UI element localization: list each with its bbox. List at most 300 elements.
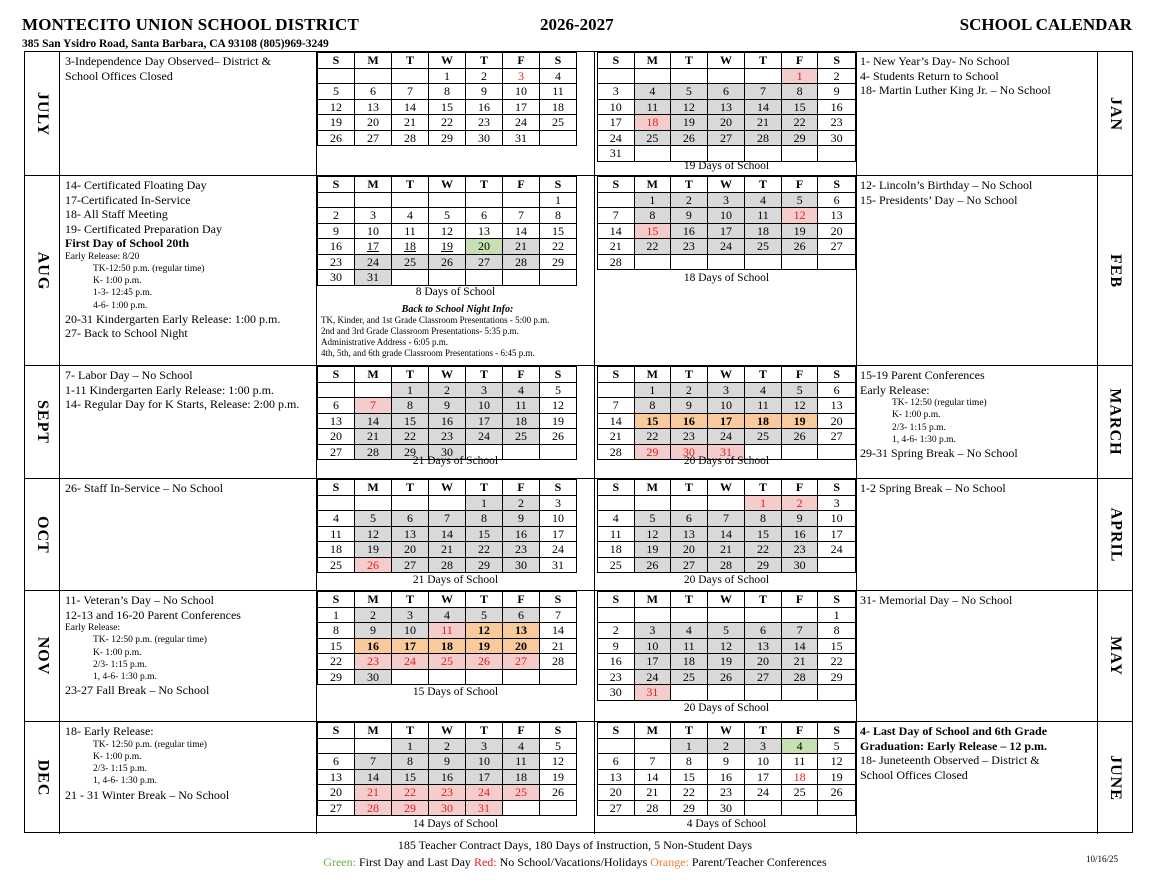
bts-line: Administrative Address - 6:05 p.m. xyxy=(321,337,448,347)
day-cell: 26 xyxy=(707,669,745,685)
day-cell: 2 xyxy=(318,208,355,224)
weekday-header-row xyxy=(318,723,577,739)
day-cell: 3 xyxy=(503,68,540,84)
day-cell: 3 xyxy=(466,382,503,398)
day-cell: 19 xyxy=(781,413,818,429)
week-row xyxy=(318,511,577,527)
weekday-header-row xyxy=(318,592,577,608)
day-cell: 10 xyxy=(745,754,782,770)
day-cell: 24 xyxy=(355,254,392,270)
day-cell: 6 xyxy=(503,607,540,623)
note-line: 2/3- 1:15 p.m. xyxy=(892,422,946,433)
calendar-title: SCHOOL CALENDAR xyxy=(959,15,1132,34)
weekday-header: T xyxy=(466,592,503,608)
weekday-header: S xyxy=(818,480,856,496)
note-line: 2/3- 1:15 p.m. xyxy=(93,764,147,775)
day-cell: 5 xyxy=(781,192,818,208)
day-cell: 12 xyxy=(466,623,503,639)
empty-day-cell xyxy=(671,254,708,270)
day-cell: 10 xyxy=(355,223,392,239)
note-line: K- 1:00 p.m. xyxy=(93,276,142,287)
month-label-right xyxy=(1097,52,1132,175)
month-table xyxy=(317,176,577,286)
day-cell: 18 xyxy=(429,638,466,654)
day-cell: 9 xyxy=(466,84,503,100)
empty-day-cell xyxy=(540,669,577,685)
day-cell: 16 xyxy=(355,638,392,654)
day-cell: 25 xyxy=(598,557,635,573)
week-row xyxy=(598,769,856,785)
weekday-header: S xyxy=(318,177,355,193)
day-cell: 13 xyxy=(466,223,503,239)
day-cell: 12 xyxy=(671,99,708,115)
month-row xyxy=(25,591,1132,722)
day-cell: 25 xyxy=(503,785,540,801)
day-cell: 15 xyxy=(781,99,818,115)
day-cell: 4 xyxy=(392,208,429,224)
day-cell: 28 xyxy=(781,669,818,685)
day-cell: 15 xyxy=(745,526,782,542)
day-cell: 22 xyxy=(745,542,782,558)
day-cell: 18 xyxy=(671,654,708,670)
left-month-notes xyxy=(59,52,317,175)
empty-day-cell xyxy=(745,68,782,84)
week-row xyxy=(318,115,577,131)
day-cell: 18 xyxy=(503,413,540,429)
week-row xyxy=(318,495,577,511)
day-cell: 1 xyxy=(318,607,355,623)
week-row xyxy=(318,413,577,429)
day-cell: 15 xyxy=(429,99,466,115)
note-line: 23-27 Fall Break – No School xyxy=(65,683,210,698)
left-month-calendar-july xyxy=(317,52,595,175)
week-row xyxy=(318,623,577,639)
empty-day-cell xyxy=(671,685,708,701)
day-cell: 17 xyxy=(392,638,429,654)
day-cell: 25 xyxy=(745,239,782,255)
day-cell: 14 xyxy=(503,223,540,239)
day-cell: 3 xyxy=(466,738,503,754)
week-row xyxy=(318,526,577,542)
week-row xyxy=(318,542,577,558)
day-cell: 18 xyxy=(392,239,429,255)
day-cell: 15 xyxy=(634,223,671,239)
day-cell: 16 xyxy=(818,99,856,115)
empty-day-cell xyxy=(392,270,429,286)
days-of-school-label: 8 Days of School xyxy=(415,286,496,298)
month-table xyxy=(597,479,856,573)
empty-day-cell xyxy=(429,495,466,511)
day-cell: 26 xyxy=(540,785,577,801)
bts-line: 4th, 5th, and 6th grade Classroom Presentations - 6:45 p.m. xyxy=(321,348,535,358)
empty-day-cell xyxy=(634,68,671,84)
note-line: 18- Early Release: xyxy=(65,724,154,738)
week-row xyxy=(318,607,577,623)
day-cell: 6 xyxy=(355,84,392,100)
day-cell: 1 xyxy=(634,382,671,398)
note-line: 4-6- 1:00 p.m. xyxy=(93,300,148,311)
week-row xyxy=(318,654,577,670)
week-row xyxy=(318,800,577,816)
empty-day-cell xyxy=(318,382,355,398)
month-label-left xyxy=(25,366,60,478)
day-cell: 27 xyxy=(392,557,429,573)
day-cell: 24 xyxy=(503,115,540,131)
day-cell: 17 xyxy=(707,413,745,429)
day-cell: 7 xyxy=(355,754,392,770)
day-cell: 5 xyxy=(707,623,745,639)
day-cell: 4 xyxy=(745,192,782,208)
day-cell: 2 xyxy=(671,192,708,208)
day-cell: 29 xyxy=(392,800,429,816)
empty-day-cell xyxy=(540,800,577,816)
day-cell: 24 xyxy=(466,429,503,445)
day-cell: 27 xyxy=(745,669,782,685)
day-cell: 20 xyxy=(707,115,745,131)
empty-day-cell xyxy=(781,685,818,701)
weekday-header: S xyxy=(598,723,635,739)
day-cell: 14 xyxy=(429,526,466,542)
day-cell: 23 xyxy=(598,669,635,685)
empty-day-cell xyxy=(818,685,856,701)
week-row xyxy=(598,429,856,445)
empty-day-cell xyxy=(318,68,355,84)
day-cell: 18 xyxy=(540,99,577,115)
week-row xyxy=(318,769,577,785)
week-row xyxy=(598,800,856,816)
empty-day-cell xyxy=(392,669,429,685)
weekday-header: T xyxy=(392,177,429,193)
day-cell: 3 xyxy=(707,382,745,398)
week-row xyxy=(598,192,856,208)
week-row xyxy=(318,557,577,573)
month-row xyxy=(25,722,1132,834)
day-cell: 28 xyxy=(392,130,429,146)
day-cell: 13 xyxy=(818,398,856,414)
week-row xyxy=(318,638,577,654)
note-line: Early Release: xyxy=(65,623,121,633)
day-cell: 11 xyxy=(318,526,355,542)
weekday-header: T xyxy=(745,723,782,739)
day-cell: 6 xyxy=(707,84,745,100)
day-cell: 9 xyxy=(429,754,466,770)
day-cell: 25 xyxy=(503,429,540,445)
day-cell: 30 xyxy=(781,557,818,573)
day-cell: 1 xyxy=(781,68,818,84)
day-cell: 28 xyxy=(745,130,782,146)
day-cell: 11 xyxy=(634,99,671,115)
day-cell: 9 xyxy=(671,398,708,414)
right-month-notes xyxy=(857,176,1095,365)
month-name: MAY xyxy=(1107,636,1124,676)
weekday-header: T xyxy=(392,480,429,496)
month-label-right xyxy=(1097,366,1132,478)
day-cell: 16 xyxy=(429,413,466,429)
weekday-header: M xyxy=(355,480,392,496)
day-cell: 17 xyxy=(355,239,392,255)
month-name: JAN xyxy=(1107,96,1125,131)
left-month-notes xyxy=(59,176,317,365)
day-cell: 20 xyxy=(355,115,392,131)
day-cell: 1 xyxy=(818,607,856,623)
week-row xyxy=(318,738,577,754)
day-cell: 20 xyxy=(466,239,503,255)
note-line: 1, 4-6- 1:30 p.m. xyxy=(93,672,157,683)
day-cell: 18 xyxy=(781,769,818,785)
day-cell: 4 xyxy=(318,511,355,527)
note-line: TK- 12:50 p.m. (regular time) xyxy=(93,635,207,646)
day-cell: 14 xyxy=(355,769,392,785)
week-row xyxy=(598,542,856,558)
day-cell: 7 xyxy=(745,84,782,100)
day-cell: 5 xyxy=(466,607,503,623)
left-month-notes xyxy=(59,479,317,590)
week-row xyxy=(598,669,856,685)
day-cell: 21 xyxy=(598,429,635,445)
empty-day-cell xyxy=(598,382,635,398)
empty-day-cell xyxy=(634,254,671,270)
day-cell: 17 xyxy=(540,526,577,542)
week-row xyxy=(598,526,856,542)
month-label-right xyxy=(1097,722,1132,834)
day-cell: 14 xyxy=(781,638,818,654)
day-cell: 1 xyxy=(392,382,429,398)
note-line: TK- 12:50 p.m. (regular time) xyxy=(93,739,207,750)
weekday-header: T xyxy=(466,177,503,193)
district-name: MONTECITO UNION SCHOOL DISTRICT xyxy=(22,15,359,34)
empty-day-cell xyxy=(707,68,745,84)
week-row xyxy=(318,192,577,208)
empty-day-cell xyxy=(818,254,856,270)
day-cell: 1 xyxy=(429,68,466,84)
day-cell: 11 xyxy=(429,623,466,639)
empty-day-cell xyxy=(503,669,540,685)
week-row xyxy=(318,84,577,100)
note-line: TK-12:50 p.m. (regular time) xyxy=(93,263,205,274)
empty-day-cell xyxy=(392,192,429,208)
week-row xyxy=(318,239,577,255)
month-name: SEPT xyxy=(34,399,52,445)
day-cell: 18 xyxy=(503,769,540,785)
note-line: 3-Independence Day Observed– District & xyxy=(65,54,271,68)
note-line: K- 1:00 p.m. xyxy=(892,410,941,421)
weekday-header: T xyxy=(745,177,782,193)
day-cell: 21 xyxy=(707,542,745,558)
note-line: 1, 4-6- 1:30 p.m. xyxy=(892,434,956,445)
week-row xyxy=(598,84,856,100)
day-cell: 1 xyxy=(671,738,708,754)
day-cell: 10 xyxy=(818,511,856,527)
day-cell: 27 xyxy=(466,254,503,270)
day-cell: 24 xyxy=(707,239,745,255)
weekday-header: S xyxy=(540,723,577,739)
empty-day-cell xyxy=(318,192,355,208)
day-cell: 4 xyxy=(540,68,577,84)
empty-day-cell xyxy=(781,146,818,162)
day-cell: 19 xyxy=(429,239,466,255)
weekday-header: T xyxy=(671,723,708,739)
day-cell: 12 xyxy=(818,754,856,770)
day-cell: 24 xyxy=(634,669,671,685)
week-row xyxy=(598,607,856,623)
month-table xyxy=(317,366,577,460)
note-line: 1, 4-6- 1:30 p.m. xyxy=(93,776,157,787)
empty-day-cell xyxy=(707,495,745,511)
day-cell: 22 xyxy=(818,654,856,670)
day-cell: 30 xyxy=(466,130,503,146)
empty-day-cell xyxy=(355,192,392,208)
day-cell: 20 xyxy=(818,413,856,429)
day-cell: 27 xyxy=(503,654,540,670)
day-cell: 7 xyxy=(598,208,635,224)
days-of-school-label: 4 Days of School xyxy=(686,818,767,830)
note-line: Graduation: Early Release – 12 p.m. xyxy=(860,738,1047,753)
left-month-notes xyxy=(59,591,317,721)
day-cell: 6 xyxy=(392,511,429,527)
note-line: School Offices Closed xyxy=(65,68,173,83)
note-line: 19- Certificated Preparation Day xyxy=(65,221,222,236)
day-cell: 11 xyxy=(671,638,708,654)
day-cell: 5 xyxy=(671,84,708,100)
day-cell: 5 xyxy=(634,511,671,527)
day-cell: 6 xyxy=(466,208,503,224)
legend-green-label: Green: xyxy=(323,855,356,869)
day-cell: 14 xyxy=(392,99,429,115)
day-cell: 3 xyxy=(745,738,782,754)
day-cell: 20 xyxy=(598,785,635,801)
days-of-school-label: 21 Days of School xyxy=(412,574,499,586)
weekday-header: T xyxy=(745,53,782,69)
day-cell: 2 xyxy=(781,495,818,511)
week-row xyxy=(598,382,856,398)
day-cell: 22 xyxy=(634,239,671,255)
note-line: 26- Staff In-Service – No School xyxy=(65,481,224,495)
right-month-calendar-april xyxy=(597,479,857,590)
day-cell: 9 xyxy=(707,754,745,770)
day-cell: 8 xyxy=(745,511,782,527)
footer-summary: 185 Teacher Contract Days, 180 Days of Instruction, 5 Non-Student Days xyxy=(397,838,753,852)
legend-orange-text: Parent/Teacher Conferences xyxy=(688,855,827,869)
weekday-header: T xyxy=(671,177,708,193)
day-cell: 1 xyxy=(466,495,503,511)
day-cell: 30 xyxy=(318,270,355,286)
day-cell: 29 xyxy=(429,130,466,146)
day-cell: 23 xyxy=(503,542,540,558)
note-line: 20-31 Kindergarten Early Release: 1:00 p.m. xyxy=(65,311,281,326)
day-cell: 10 xyxy=(707,208,745,224)
weekday-header: T xyxy=(745,480,782,496)
weekday-header: W xyxy=(707,480,745,496)
day-cell: 4 xyxy=(781,738,818,754)
day-cell: 23 xyxy=(466,115,503,131)
right-month-calendar-jan xyxy=(597,52,857,175)
legend-orange-label: Orange: xyxy=(650,855,689,869)
weekday-header: T xyxy=(466,723,503,739)
day-cell: 12 xyxy=(318,99,355,115)
month-label-right xyxy=(1097,479,1132,590)
day-cell: 19 xyxy=(466,638,503,654)
weekday-header: M xyxy=(355,367,392,383)
month-name: APRIL xyxy=(1107,507,1124,562)
day-cell: 23 xyxy=(429,429,466,445)
weekday-header-row xyxy=(318,53,577,69)
note-line: 11- Veteran’s Day – No School xyxy=(65,593,214,607)
day-cell: 23 xyxy=(671,429,708,445)
weekday-header: F xyxy=(781,723,818,739)
week-row xyxy=(318,429,577,445)
day-cell: 7 xyxy=(598,398,635,414)
day-cell: 12 xyxy=(634,526,671,542)
district-address: 385 San Ysidro Road, Santa Barbara, CA 93108 (805)969-3249 xyxy=(22,38,329,50)
note-line: 18- All Staff Meeting xyxy=(65,207,168,221)
week-row xyxy=(598,208,856,224)
right-month-notes xyxy=(857,479,1095,590)
day-cell: 7 xyxy=(634,754,671,770)
weekday-header: W xyxy=(707,367,745,383)
day-cell: 2 xyxy=(671,382,708,398)
weekday-header-row xyxy=(318,480,577,496)
day-cell: 9 xyxy=(355,623,392,639)
day-cell: 30 xyxy=(429,444,466,460)
day-cell: 11 xyxy=(781,754,818,770)
day-cell: 10 xyxy=(392,623,429,639)
day-cell: 25 xyxy=(392,254,429,270)
note-line: 1-3- 12:45 p.m. xyxy=(93,288,153,299)
day-cell: 27 xyxy=(355,130,392,146)
empty-day-cell xyxy=(318,495,355,511)
day-cell: 23 xyxy=(671,239,708,255)
month-row xyxy=(25,479,1132,591)
day-cell: 8 xyxy=(392,754,429,770)
day-cell: 26 xyxy=(634,557,671,573)
week-row xyxy=(318,785,577,801)
empty-day-cell xyxy=(429,669,466,685)
note-line: 18- Martin Luther King Jr. – No School xyxy=(860,83,1051,97)
day-cell: 20 xyxy=(503,638,540,654)
weekday-header: M xyxy=(355,723,392,739)
weekday-header: S xyxy=(318,592,355,608)
day-cell: 12 xyxy=(707,638,745,654)
day-cell: 25 xyxy=(671,669,708,685)
day-cell: 22 xyxy=(671,785,708,801)
weekday-header: S xyxy=(598,480,635,496)
day-cell: 29 xyxy=(318,669,355,685)
day-cell: 9 xyxy=(429,398,466,414)
empty-day-cell xyxy=(466,192,503,208)
note-line: 15-19 Parent Conferences xyxy=(860,368,985,382)
note-line: First Day of School 20th xyxy=(65,236,189,250)
week-row xyxy=(318,398,577,414)
day-cell: 28 xyxy=(598,444,635,460)
day-cell: 10 xyxy=(503,84,540,100)
day-cell: 29 xyxy=(634,444,671,460)
day-cell: 13 xyxy=(318,413,355,429)
day-cell: 19 xyxy=(707,654,745,670)
weekday-header: S xyxy=(540,177,577,193)
weekday-header: S xyxy=(318,480,355,496)
day-cell: 1 xyxy=(540,192,577,208)
note-line: Early Release: 8/20 xyxy=(65,251,140,262)
day-cell: 13 xyxy=(392,526,429,542)
day-cell: 22 xyxy=(540,239,577,255)
week-row xyxy=(598,623,856,639)
right-month-notes xyxy=(857,52,1095,175)
day-cell: 26 xyxy=(355,557,392,573)
note-line: 31- Memorial Day – No School xyxy=(860,593,1013,607)
day-cell: 12 xyxy=(355,526,392,542)
week-row xyxy=(598,254,856,270)
right-month-calendar-june xyxy=(597,722,857,834)
